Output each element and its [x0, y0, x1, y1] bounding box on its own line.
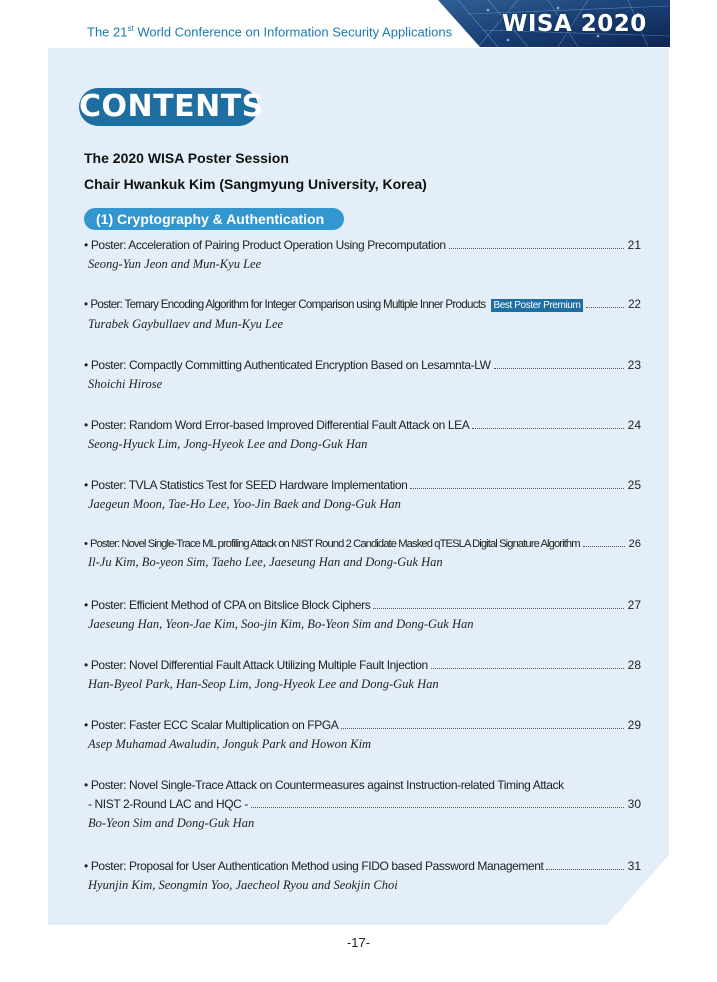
- entry-authors: Turabek Gaybullaev and Mun-Kyu Lee: [88, 317, 284, 331]
- contents-heading: CONTENTS: [79, 89, 264, 124]
- entry-page: 26: [628, 538, 641, 550]
- toc-entry: [84, 238, 644, 272]
- bullet: •: [84, 718, 88, 732]
- entry-page: 30: [627, 797, 641, 811]
- entry-title[interactable]: Poster: Ternary Encoding Algorithm for Integer Comparison using Multiple Inner Products: [90, 298, 486, 311]
- ordinal-suffix: st: [127, 24, 134, 33]
- dot-leader: [251, 807, 624, 808]
- entry-authors: Jaeseung Han, Yeon-Jae Kim, Soo-jin Kim, Bo-Yeon Sim and Dong-Guk Han: [88, 617, 474, 631]
- entry-authors: Seong-Hyuck Lim, Jong-Hyeok Lee and Dong-Guk Han: [88, 437, 368, 451]
- entry-title[interactable]: Poster: Novel Single-Trace ML profiling Attack on NIST Round 2 Candidate Masked qTESLA Digital Signature Algorithm: [90, 538, 580, 550]
- conference-name: World Conference on Information Security Applications: [133, 24, 453, 40]
- toc-entry: [84, 598, 644, 632]
- entry-authors: Asep Muhamad Awaludin, Jonguk Park and Howon Kim: [88, 737, 372, 751]
- dot-leader: [586, 307, 624, 308]
- entry-authors: Jaegeun Moon, Tae-Ho Lee, Yoo-Jin Baek and Dong-Guk Han: [88, 497, 401, 511]
- entry-title[interactable]: Poster: Acceleration of Pairing Product Operation Using Precomputation: [90, 238, 446, 252]
- entry-title[interactable]: Poster: Proposal for User Authentication Method using FIDO based Password Management: [90, 859, 544, 873]
- dot-leader: [449, 248, 624, 249]
- dot-leader: [472, 428, 623, 429]
- entry-title[interactable]: Poster: Random Word Error-based Improved Differential Fault Attack on LEA: [90, 418, 470, 432]
- bullet: •: [84, 538, 88, 550]
- toc-entry: [84, 778, 644, 831]
- dot-leader: [341, 728, 623, 729]
- toc-entry: [84, 718, 644, 752]
- toc-entry: [84, 418, 644, 452]
- section-heading: (1) Cryptography & Authentication: [84, 208, 344, 230]
- entry-authors: Seong-Yun Jeon and Mun-Kyu Lee: [88, 257, 262, 271]
- entry-authors: Bo-Yeon Sim and Dong-Guk Han: [88, 816, 255, 830]
- dot-leader: [373, 608, 623, 609]
- entry-page: 23: [627, 358, 641, 372]
- entry-page: 27: [627, 598, 641, 612]
- entry-page: 28: [627, 658, 641, 672]
- dot-leader: [431, 668, 624, 669]
- entry-page: 21: [627, 238, 641, 252]
- toc-entry: [84, 358, 644, 392]
- entry-title[interactable]: Poster: Novel Single-Trace Attack on Countermeasures against Instruction-related Timing Attack: [90, 778, 564, 792]
- conference-ordinal: The 21: [87, 24, 128, 40]
- entry-page: 22: [628, 298, 641, 311]
- dot-leader: [546, 869, 623, 870]
- dot-leader: [583, 546, 625, 547]
- toc-entry: [84, 658, 644, 692]
- entry-authors: Shoichi Hirose: [88, 377, 163, 391]
- bullet: •: [84, 298, 88, 311]
- session-title: The 2020 WISA Poster Session: [84, 150, 289, 166]
- bullet: •: [84, 418, 88, 432]
- toc-entry: [84, 538, 644, 570]
- toc-entry: [84, 298, 644, 332]
- bullet: •: [84, 358, 88, 372]
- best-poster-badge: Best Poster Premium: [491, 299, 584, 312]
- entry-page: 31: [627, 859, 641, 873]
- bullet: •: [84, 658, 88, 672]
- conference-header: [87, 24, 452, 39]
- entry-title-continuation[interactable]: - NIST 2-Round LAC and HQC -: [88, 797, 248, 811]
- dot-leader: [494, 368, 624, 369]
- entry-title[interactable]: Poster: Novel Differential Fault Attack Utilizing Multiple Fault Injection: [90, 658, 428, 672]
- entry-title[interactable]: Poster: Compactly Committing Authenticated Encryption Based on Lesamnta-LW: [90, 358, 491, 372]
- session-chair: Chair Hwankuk Kim (Sangmyung University, Korea): [84, 176, 427, 192]
- page-number: -17-: [346, 935, 371, 950]
- entry-title[interactable]: Poster: TVLA Statistics Test for SEED Hardware Implementation: [90, 478, 408, 492]
- entry-title[interactable]: Poster: Efficient Method of CPA on Bitslice Block Ciphers: [90, 598, 371, 612]
- entry-page: 25: [627, 478, 641, 492]
- bullet: •: [84, 598, 88, 612]
- entry-authors: Han-Byeol Park, Han-Seop Lim, Jong-Hyeok Lee and Dong-Guk Han: [88, 677, 439, 691]
- entry-authors: Hyunjin Kim, Seongmin Yoo, Jaecheol Ryou and Seokjin Choi: [88, 878, 398, 892]
- dot-leader: [410, 488, 623, 489]
- bullet: •: [84, 238, 88, 252]
- toc-entry: [84, 478, 644, 512]
- bullet: •: [84, 859, 88, 873]
- bullet: •: [84, 478, 88, 492]
- entry-page: 29: [627, 718, 641, 732]
- toc-entry: [84, 859, 644, 893]
- banner-title: WISA 2020: [502, 11, 647, 37]
- entry-authors: Il-Ju Kim, Bo-yeon Sim, Taeho Lee, Jaeseung Han and Dong-Guk Han: [88, 555, 443, 569]
- entry-page: 24: [627, 418, 641, 432]
- entry-title[interactable]: Poster: Faster ECC Scalar Multiplication on FPGA: [90, 718, 339, 732]
- bullet: •: [84, 778, 88, 792]
